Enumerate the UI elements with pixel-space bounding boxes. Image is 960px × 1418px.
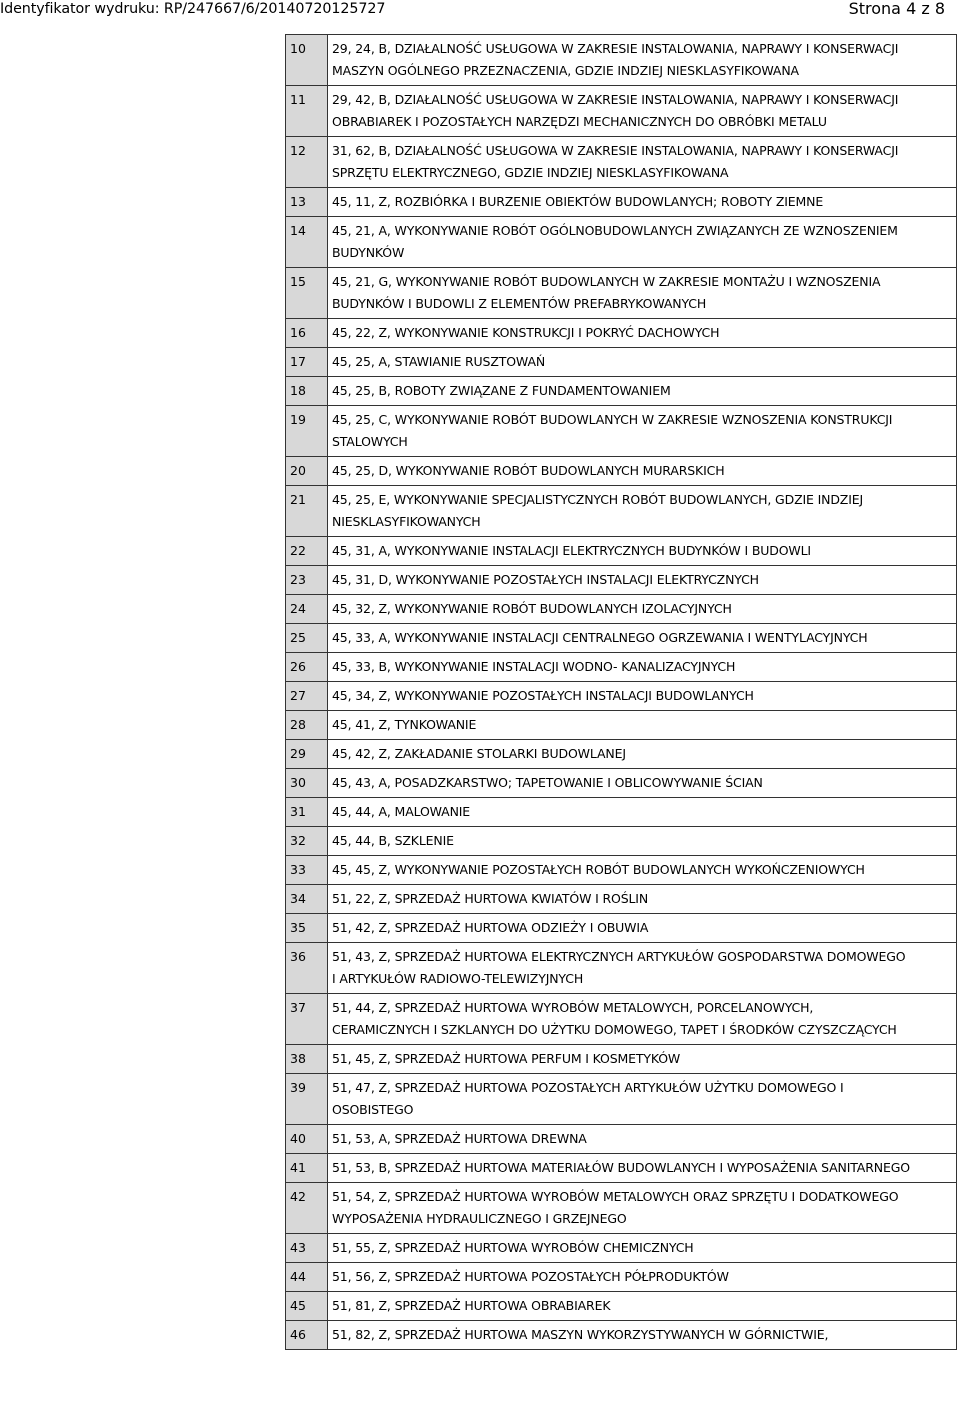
activity-description — [328, 624, 957, 653]
description-line: 45, 25, E, WYKONYWANIE SPECJALISTYCZNYCH ROBÓT BUDOWLANYCH, GDZIE INDZIEJ — [332, 492, 864, 507]
activity-description — [328, 798, 957, 827]
table-row — [286, 137, 957, 188]
print-identifier: Identyfikator wydruku: RP/247667/6/20140720125727 — [0, 1, 386, 17]
description-line: 51, 81, Z, SPRZEDAŻ HURTOWA OBRABIAREK — [332, 1298, 611, 1313]
table-row — [286, 914, 957, 943]
activity-description — [328, 1045, 957, 1074]
description-line: 51, 82, Z, SPRZEDAŻ HURTOWA MASZYN WYKORZYSTYWANYCH W GÓRNICTWIE, — [332, 1327, 829, 1342]
row-number: 19 — [286, 406, 328, 457]
table-row — [286, 994, 957, 1045]
row-number: 17 — [286, 348, 328, 377]
table-row — [286, 1183, 957, 1234]
row-number: 33 — [286, 856, 328, 885]
table-row — [286, 624, 957, 653]
row-number: 35 — [286, 914, 328, 943]
table-row — [286, 740, 957, 769]
row-number: 31 — [286, 798, 328, 827]
row-number: 21 — [286, 486, 328, 537]
row-number: 26 — [286, 653, 328, 682]
row-number: 42 — [286, 1183, 328, 1234]
table-row — [286, 537, 957, 566]
description-line: 45, 45, Z, WYKONYWANIE POZOSTAŁYCH ROBÓT BUDOWLANYCH WYKOŃCZENIOWYCH — [332, 862, 865, 877]
pkd-activity-table — [285, 34, 957, 1350]
description-line: 45, 42, Z, ZAKŁADANIE STOLARKI BUDOWLANEJ — [332, 746, 626, 761]
activity-description — [328, 268, 957, 319]
description-line: WYPOSAŻENIA HYDRAULICZNEGO I GRZEJNEGO — [332, 1211, 627, 1226]
table-row — [286, 319, 957, 348]
row-number: 16 — [286, 319, 328, 348]
table-row — [286, 682, 957, 711]
activity-description — [328, 769, 957, 798]
description-line: SPRZĘTU ELEKTRYCZNEGO, GDZIE INDZIEJ NIESKLASYFIKOWANA — [332, 165, 729, 180]
description-line: 51, 53, B, SPRZEDAŻ HURTOWA MATERIAŁÓW BUDOWLANYCH I WYPOSAŻENIA SANITARNEGO — [332, 1160, 910, 1175]
activity-description — [328, 653, 957, 682]
description-line: 45, 21, G, WYKONYWANIE ROBÓT BUDOWLANYCH W ZAKRESIE MONTAŻU I WZNOSZENIA — [332, 274, 881, 289]
row-number: 29 — [286, 740, 328, 769]
row-number: 39 — [286, 1074, 328, 1125]
activity-description — [328, 348, 957, 377]
description-line: 29, 24, B, DZIAŁALNOŚĆ USŁUGOWA W ZAKRESIE INSTALOWANIA, NAPRAWY I KONSERWACJI — [332, 41, 899, 56]
table-row — [286, 406, 957, 457]
description-line: MASZYN OGÓLNEGO PRZEZNACZENIA, GDZIE INDZIEJ NIESKLASYFIKOWANA — [332, 63, 799, 78]
description-line: 45, 44, B, SZKLENIE — [332, 833, 454, 848]
activity-description — [328, 595, 957, 624]
row-number: 43 — [286, 1234, 328, 1263]
activity-description — [328, 885, 957, 914]
table-row — [286, 856, 957, 885]
table-body — [286, 35, 957, 1350]
activity-description — [328, 1263, 957, 1292]
description-line: OSOBISTEGO — [332, 1102, 414, 1117]
table-row — [286, 1154, 957, 1183]
table-row — [286, 1263, 957, 1292]
table-row — [286, 566, 957, 595]
description-line: BUDYNKÓW I BUDOWLI Z ELEMENTÓW PREFABRYKOWANYCH — [332, 296, 707, 311]
activity-description — [328, 827, 957, 856]
activity-description — [328, 1321, 957, 1350]
activity-description — [328, 943, 957, 994]
table-row — [286, 943, 957, 994]
description-line: 51, 54, Z, SPRZEDAŻ HURTOWA WYROBÓW METALOWYCH ORAZ SPRZĘTU I DODATKOWEGO — [332, 1189, 899, 1204]
activity-description — [328, 537, 957, 566]
description-line: STALOWYCH — [332, 434, 408, 449]
description-line: 45, 43, A, POSADZKARSTWO; TAPETOWANIE I OBLICOWYWANIE ŚCIAN — [332, 775, 763, 790]
table-row — [286, 1321, 957, 1350]
row-number: 15 — [286, 268, 328, 319]
table-row — [286, 595, 957, 624]
row-number: 30 — [286, 769, 328, 798]
activity-description — [328, 1125, 957, 1154]
activity-description — [328, 86, 957, 137]
description-line: 45, 41, Z, TYNKOWANIE — [332, 717, 477, 732]
activity-description — [328, 682, 957, 711]
activity-description — [328, 994, 957, 1045]
description-line: BUDYNKÓW — [332, 245, 405, 260]
row-number: 12 — [286, 137, 328, 188]
activity-description — [328, 856, 957, 885]
table-row — [286, 217, 957, 268]
row-number: 41 — [286, 1154, 328, 1183]
activity-description — [328, 188, 957, 217]
activity-description — [328, 137, 957, 188]
description-line: CERAMICZNYCH I SZKLANYCH DO UŻYTKU DOMOWEGO, TAPET I ŚRODKÓW CZYSZCZĄCYCH — [332, 1022, 897, 1037]
table-row — [286, 827, 957, 856]
activity-description — [328, 217, 957, 268]
row-number: 36 — [286, 943, 328, 994]
table-row — [286, 1292, 957, 1321]
table-row — [286, 486, 957, 537]
activity-description — [328, 377, 957, 406]
description-line: 51, 53, A, SPRZEDAŻ HURTOWA DREWNA — [332, 1131, 587, 1146]
row-number: 38 — [286, 1045, 328, 1074]
description-line: 45, 44, A, MALOWANIE — [332, 804, 471, 819]
description-line: 45, 25, B, ROBOTY ZWIĄZANE Z FUNDAMENTOWANIEM — [332, 383, 671, 398]
row-number: 24 — [286, 595, 328, 624]
row-number: 10 — [286, 35, 328, 86]
description-line: 51, 56, Z, SPRZEDAŻ HURTOWA POZOSTAŁYCH PÓŁPRODUKTÓW — [332, 1269, 729, 1284]
activity-description — [328, 1074, 957, 1125]
description-line: 51, 42, Z, SPRZEDAŻ HURTOWA ODZIEŻY I OBUWIA — [332, 920, 649, 935]
description-line: 51, 47, Z, SPRZEDAŻ HURTOWA POZOSTAŁYCH ARTYKUŁÓW UŻYTKU DOMOWEGO I — [332, 1080, 844, 1095]
table-row — [286, 798, 957, 827]
row-number: 34 — [286, 885, 328, 914]
activity-description — [328, 35, 957, 86]
page-number: Strona 4 z 8 — [848, 0, 945, 18]
row-number: 11 — [286, 86, 328, 137]
activity-description — [328, 319, 957, 348]
table-row — [286, 769, 957, 798]
table-row — [286, 457, 957, 486]
activity-description — [328, 566, 957, 595]
table-row — [286, 35, 957, 86]
description-line: 45, 21, A, WYKONYWANIE ROBÓT OGÓLNOBUDOWLANYCH ZWIĄZANYCH ZE WZNOSZENIEM — [332, 223, 898, 238]
row-number: 27 — [286, 682, 328, 711]
row-number: 14 — [286, 217, 328, 268]
description-line: 45, 25, A, STAWIANIE RUSZTOWAŃ — [332, 354, 546, 369]
row-number: 22 — [286, 537, 328, 566]
description-line: OBRABIAREK I POZOSTAŁYCH NARZĘDZI MECHANICZNYCH DO OBRÓBKI METALU — [332, 114, 827, 129]
row-number: 18 — [286, 377, 328, 406]
activity-description — [328, 1292, 957, 1321]
description-line: 45, 32, Z, WYKONYWANIE ROBÓT BUDOWLANYCH IZOLACYJNYCH — [332, 601, 732, 616]
description-line: 29, 42, B, DZIAŁALNOŚĆ USŁUGOWA W ZAKRESIE INSTALOWANIA, NAPRAWY I KONSERWACJI — [332, 92, 899, 107]
description-line: NIESKLASYFIKOWANYCH — [332, 514, 481, 529]
activity-description — [328, 1154, 957, 1183]
description-line: 51, 44, Z, SPRZEDAŻ HURTOWA WYROBÓW METALOWYCH, PORCELANOWYCH, — [332, 1000, 814, 1015]
row-number: 20 — [286, 457, 328, 486]
description-line: 51, 45, Z, SPRZEDAŻ HURTOWA PERFUM I KOSMETYKÓW — [332, 1051, 681, 1066]
table-row — [286, 86, 957, 137]
activity-description — [328, 711, 957, 740]
activity-description — [328, 1183, 957, 1234]
row-number: 44 — [286, 1263, 328, 1292]
activity-description — [328, 1234, 957, 1263]
description-line: 45, 25, D, WYKONYWANIE ROBÓT BUDOWLANYCH MURARSKICH — [332, 463, 725, 478]
row-number: 40 — [286, 1125, 328, 1154]
description-line: 51, 22, Z, SPRZEDAŻ HURTOWA KWIATÓW I ROŚLIN — [332, 891, 649, 906]
table-row — [286, 1045, 957, 1074]
row-number: 28 — [286, 711, 328, 740]
row-number: 37 — [286, 994, 328, 1045]
row-number: 23 — [286, 566, 328, 595]
description-line: 45, 33, A, WYKONYWANIE INSTALACJI CENTRALNEGO OGRZEWANIA I WENTYLACYJNYCH — [332, 630, 868, 645]
row-number: 32 — [286, 827, 328, 856]
description-line: 45, 22, Z, WYKONYWANIE KONSTRUKCJI I POKRYĆ DACHOWYCH — [332, 325, 720, 340]
table-row — [286, 348, 957, 377]
description-line: 45, 31, A, WYKONYWANIE INSTALACJI ELEKTRYCZNYCH BUDYNKÓW I BUDOWLI — [332, 543, 811, 558]
row-number: 13 — [286, 188, 328, 217]
description-line: 45, 25, C, WYKONYWANIE ROBÓT BUDOWLANYCH W ZAKRESIE WZNOSZENIA KONSTRUKCJI — [332, 412, 893, 427]
table-row — [286, 377, 957, 406]
activity-description — [328, 406, 957, 457]
table-row — [286, 1125, 957, 1154]
table-row — [286, 1234, 957, 1263]
table-row — [286, 1074, 957, 1125]
description-line: 45, 31, D, WYKONYWANIE POZOSTAŁYCH INSTALACJI ELEKTRYCZNYCH — [332, 572, 759, 587]
description-line: 51, 55, Z, SPRZEDAŻ HURTOWA WYROBÓW CHEMICZNYCH — [332, 1240, 694, 1255]
activity-description — [328, 486, 957, 537]
activity-description — [328, 457, 957, 486]
description-line: 31, 62, B, DZIAŁALNOŚĆ USŁUGOWA W ZAKRESIE INSTALOWANIA, NAPRAWY I KONSERWACJI — [332, 143, 899, 158]
row-number: 25 — [286, 624, 328, 653]
table-row — [286, 711, 957, 740]
row-number: 46 — [286, 1321, 328, 1350]
activity-description — [328, 914, 957, 943]
table-row — [286, 268, 957, 319]
activity-description — [328, 740, 957, 769]
description-line: I ARTYKUŁÓW RADIOWO-TELEWIZYJNYCH — [332, 971, 584, 986]
description-line: 45, 33, B, WYKONYWANIE INSTALACJI WODNO- KANALIZACYJNYCH — [332, 659, 736, 674]
table-row — [286, 188, 957, 217]
row-number: 45 — [286, 1292, 328, 1321]
description-line: 45, 11, Z, ROZBIÓRKA I BURZENIE OBIEKTÓW BUDOWLANYCH; ROBOTY ZIEMNE — [332, 194, 824, 209]
description-line: 45, 34, Z, WYKONYWANIE POZOSTAŁYCH INSTALACJI BUDOWLANYCH — [332, 688, 754, 703]
description-line: 51, 43, Z, SPRZEDAŻ HURTOWA ELEKTRYCZNYCH ARTYKUŁÓW GOSPODARSTWA DOMOWEGO — [332, 949, 906, 964]
table-row — [286, 885, 957, 914]
table-row — [286, 653, 957, 682]
